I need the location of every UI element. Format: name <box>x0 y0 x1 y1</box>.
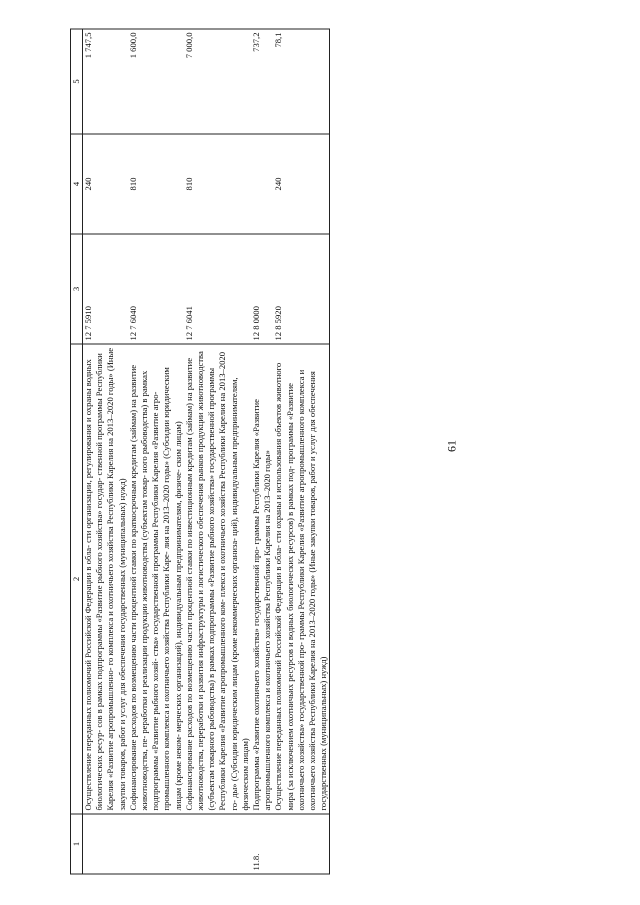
amount: 737,2 <box>251 29 273 134</box>
expense-type-code: 240 <box>273 134 330 234</box>
column-header: 3 <box>71 234 83 344</box>
target-article-code: 12 7 6041 <box>184 234 251 344</box>
table-header-row <box>71 29 83 874</box>
row-description: Осуществление переданных полномочий Российской Федерации в обла- сти организации, регулирования и охраны водных биологических ресур- сов в рамках подпрограммы «Развитие рыбного хозяйства» государ- ственной программы Республики Карелия «Развитие агропромышленно- го комплекса и охотничьего хозяйства Республики Карелия на 2013–2020 годы» (Иные закупки товаров, работ и услуг для обеспечения государственных (муниципальных) нужд) <box>83 344 128 814</box>
table-row <box>273 29 330 874</box>
row-number: 11.8. <box>251 814 273 874</box>
row-number <box>128 814 184 874</box>
table-row <box>251 29 273 874</box>
target-article-code: 12 8 0000 <box>251 234 273 344</box>
row-description: Софинансирование расходов по возмещению части процентной ставки по инвестиционным кредитам (займам) на развитие животноводства, переработки и развития инфраструктуры и логистического обеспечения рынков продукции животноводства (субъектам товарного рыбоводства) в рамках подпрограммы «Развитие рыбного хозяйства» государственной программы Республики Карелия «Развитие агропромышленного ком- плекса и охотничьего хозяйства Республики Карелия на 2013–2020 го- ды» (Субсидии юридическим лицам (кроме некоммерческих организа- ций), индивидуальным предпринимателям, физическим лицам) <box>184 344 251 814</box>
row-description: Подпрограмма «Развитие охотничьего хозяйства» государственной про- граммы Республики Карелия «Развитие агропромышленного комплекса и охотничьего хозяйства Республики Карелия на 2013–2020 годы» <box>251 344 273 814</box>
amount: 1 600,0 <box>128 29 184 134</box>
column-header: 5 <box>71 29 83 134</box>
page-number: 61 <box>444 440 459 452</box>
table-row <box>184 29 251 874</box>
target-article-code: 12 7 6040 <box>128 234 184 344</box>
target-article-code: 12 7 5910 <box>83 234 128 344</box>
column-header: 4 <box>71 134 83 234</box>
expense-type-code: 240 <box>83 134 128 234</box>
table-row <box>83 29 128 874</box>
row-description: Софинансирование расходов по возмещению части процентной ставки по краткосрочным кредитам (займам) на развитие животноводства, пе- реработки и реализации продукции животноводства (субъектам товар- ного рыбоводства) в рамках подпрограммы «Развитие рыбного хозяй- ства» государственной программы Республики Карелия «Развитие агро- промышленного комплекса и охотничьего хозяйства Республики Каре- лия на 2013–2020 годы» (Субсидии юридическим лицам (кроме неком- мерческих организаций), индивидуальным предпринимателям, физиче- ским лицам) <box>128 344 184 814</box>
expense-type-code <box>251 134 273 234</box>
table-row <box>128 29 184 874</box>
row-number <box>83 814 128 874</box>
amount: 7 000,0 <box>184 29 251 134</box>
expense-type-code: 810 <box>184 134 251 234</box>
row-number <box>273 814 330 874</box>
row-number <box>184 814 251 874</box>
rotated-page-content <box>70 30 590 875</box>
amount: 78,1 <box>273 29 330 134</box>
column-header: 1 <box>71 814 83 874</box>
amount: 1 747,5 <box>83 29 128 134</box>
expense-type-code: 810 <box>128 134 184 234</box>
row-description: Осуществление переданных полномочий Российской Федерации в обла- сти охраны и использования объектов животного мира (за исключением охотничьих ресурсов и водных биологических ресурсов) в рамках под- программы «Развитие охотничьего хозяйства» государственной про- граммы Республики Карелия «Развитие агропромышленного комплекса и охотничьего хозяйства Республики Карелия на 2013–2020 годы» (Иные закупки товаров, работ и услуг для обеспечения государственных (муниципальных) нужд) <box>273 344 330 814</box>
target-article-code: 12 8 5920 <box>273 234 330 344</box>
column-header: 2 <box>71 344 83 814</box>
budget-table <box>70 29 330 875</box>
